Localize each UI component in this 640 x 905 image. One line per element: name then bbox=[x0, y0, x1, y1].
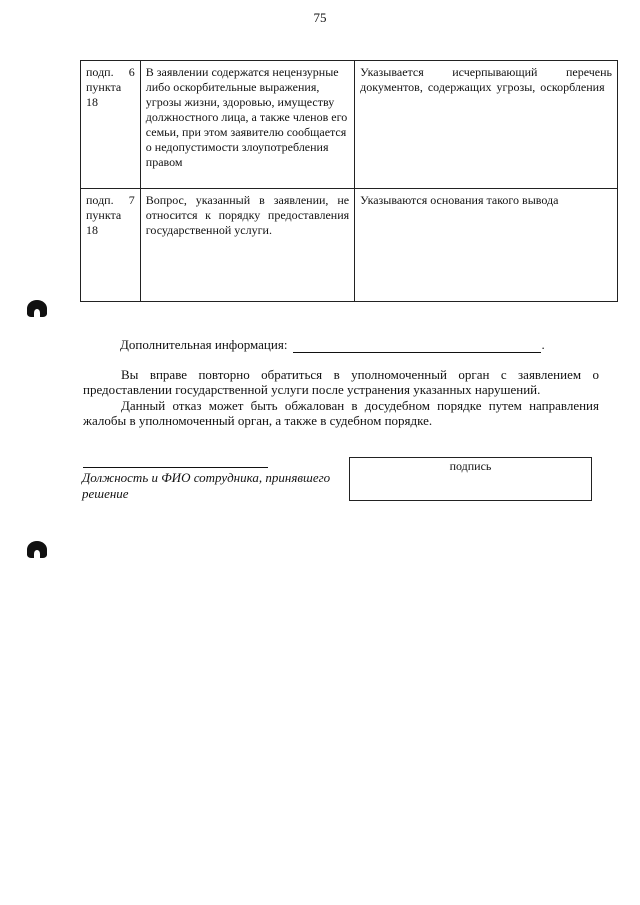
binder-hole-mark bbox=[27, 300, 47, 317]
reference-cell: подп. 7 пункта 18 bbox=[81, 189, 141, 302]
additional-info-line bbox=[293, 340, 541, 353]
reference-cell: подп. 6 пункта 18 bbox=[81, 61, 141, 189]
refusal-reasons-table bbox=[80, 60, 618, 302]
table-row bbox=[81, 189, 618, 302]
reason-cell: Вопрос, указанный в заявлении, не относится к порядку предоставления государственной услуги. bbox=[140, 189, 354, 302]
signature-caption: Должность и ФИО сотрудника, принявшего решение bbox=[82, 470, 331, 501]
binder-hole-mark bbox=[27, 541, 47, 558]
reason-cell: В заявлении содержатся нецензурные либо оскорбительные выражения, угрозы жизни, здоровью, имуществу должностного лица, а также членов его семьи, при этом заявителю сообщается о недопустимости злоупотребления правом bbox=[140, 61, 354, 189]
signature-box bbox=[349, 457, 592, 501]
table-row bbox=[81, 61, 618, 189]
signature-box-label: подпись bbox=[449, 459, 492, 473]
explanation-cell: Указывается исчерпывающий перечень документов, содержащих угрозы, оскорбления bbox=[355, 61, 618, 189]
appeal-paragraph: Данный отказ может быть обжалован в досудебном порядке путем направления жалобы в уполномоченный орган, а также в судебном порядке. bbox=[83, 398, 599, 428]
repeat-request-paragraph: Вы вправе повторно обратиться в уполномоченный орган с заявлением о предоставлении государственной услуги после устранения указанных нарушений. bbox=[83, 367, 599, 397]
additional-info-label: Дополнительная информация: bbox=[120, 337, 288, 352]
signature-line bbox=[83, 467, 268, 468]
explanation-cell: Указываются основания такого вывода bbox=[355, 189, 618, 302]
page-number: 75 bbox=[313, 10, 327, 25]
additional-info: Дополнительная информация: . bbox=[120, 337, 545, 352]
